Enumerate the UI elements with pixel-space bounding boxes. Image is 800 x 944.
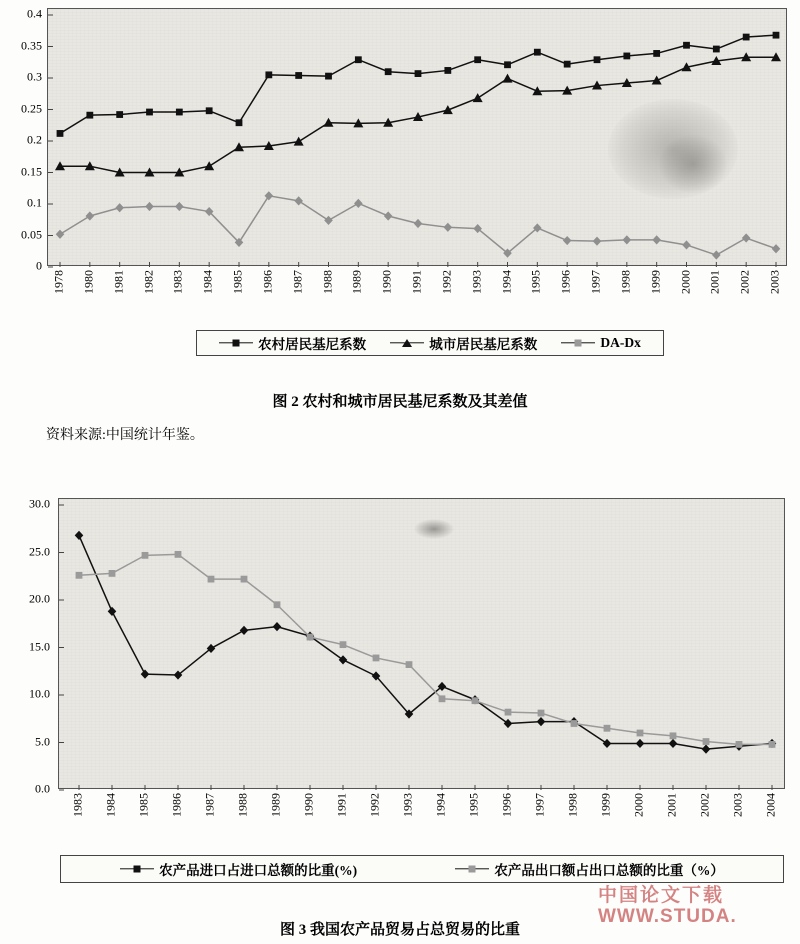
x-axis-tick-label: 1985 [230, 270, 245, 294]
x-axis-tick-label: 1995 [528, 270, 543, 294]
y-axis-tick-label: 0.1 [27, 195, 42, 210]
legend-marker [219, 338, 253, 348]
legend-marker [120, 864, 154, 874]
x-axis-tick-label: 1990 [379, 270, 394, 294]
x-axis-tick-label: 1997 [532, 793, 547, 817]
y-axis-tick-label: 0.25 [21, 101, 42, 115]
x-axis-tick-label: 2001 [664, 793, 679, 817]
y-axis-tick-label: 20.0 [29, 591, 50, 606]
x-axis-tick-label: 1998 [565, 793, 580, 817]
chart-plot-area-2 [58, 498, 785, 789]
chart-plot-area-1 [47, 8, 787, 266]
y-axis-tick-label: 10.0 [29, 686, 50, 701]
x-axis-tick-label: 1986 [169, 793, 184, 817]
figure-2-caption: 图 2 农村和城市居民基尼系数及其差值 [272, 394, 528, 410]
y-axis-tick-label: 0.4 [27, 6, 42, 21]
x-axis-tick-label: 1993 [469, 270, 484, 294]
legend-label: 农村居民基尼系数 [258, 337, 367, 352]
x-axis-tick-label: 1991 [334, 793, 349, 817]
x-axis-tick-label: 1992 [367, 793, 382, 817]
y-axis-tick-label: 0.35 [21, 38, 42, 52]
x-axis-tick-label: 1990 [301, 793, 316, 817]
y-axis-tick-label: 0.05 [21, 227, 42, 241]
x-axis-tick-label: 1981 [111, 270, 126, 294]
x-axis-tick-label: 1983 [170, 270, 185, 294]
legend-item [455, 859, 724, 879]
x-axis-tick-label: 2000 [631, 793, 646, 817]
x-axis-tick-label: 1978 [51, 270, 66, 294]
chart-series-1 [48, 9, 788, 267]
x-axis-tick-label: 1989 [349, 270, 364, 294]
legend-item [561, 335, 641, 351]
x-axis-tick-label: 2000 [678, 270, 692, 294]
x-axis-tick-label: 1999 [598, 793, 613, 817]
y-axis-tick-label: 25.0 [29, 544, 50, 558]
y-axis-tick-label: 0.15 [21, 164, 42, 178]
x-axis-tick-label: 1988 [235, 793, 250, 817]
x-axis-tick-label: 1991 [409, 270, 424, 294]
y-axis-tick-label: 0 [36, 258, 42, 273]
chart-x-axis-1 [0, 270, 800, 326]
legend-label: 农产品出口额占出口总额的比重（%） [494, 863, 724, 878]
legend-item [390, 333, 537, 353]
x-axis-tick-label: 1986 [260, 270, 275, 294]
x-axis-tick-label: 1984 [200, 270, 215, 294]
x-axis-tick-label: 1996 [558, 270, 573, 294]
y-axis-tick-label: 0.2 [27, 132, 42, 147]
x-axis-tick-label: 1987 [202, 793, 217, 817]
y-axis-tick-label: 15.0 [29, 639, 50, 653]
watermark-chinese: 中国论文下载 [598, 885, 725, 906]
x-axis-tick-label: 1999 [648, 270, 663, 294]
x-axis-tick-label: 2003 [767, 270, 782, 294]
x-axis-tick-label: 1992 [439, 270, 454, 294]
y-axis-tick-label: 0.3 [27, 69, 42, 84]
x-axis-tick-label: 1988 [320, 270, 334, 294]
legend-marker [390, 338, 424, 348]
x-axis-tick-label: 1980 [81, 270, 96, 294]
x-axis-tick-label: 1994 [433, 793, 448, 817]
watermark-url: WWW.STUDA. [598, 906, 737, 927]
x-axis-tick-label: 2002 [737, 270, 752, 294]
y-axis-tick-label: 5.0 [35, 734, 50, 748]
x-axis-tick-label: 1984 [103, 793, 118, 817]
x-axis-tick-label: 1987 [290, 270, 305, 294]
chart-x-axis-2 [0, 793, 800, 853]
legend-item [219, 333, 366, 353]
x-axis-tick-label: 1996 [499, 793, 514, 817]
x-axis-tick-label: 1997 [588, 270, 603, 294]
legend-label: 农产品进口占进口总额的比重(%) [159, 863, 358, 878]
y-axis-tick-label: 0.0 [35, 781, 50, 796]
figure-3-caption: 图 3 我国农产品贸易占总贸易的比重 [279, 922, 520, 938]
x-axis-tick-label: 1983 [70, 793, 85, 817]
legend-marker [455, 864, 489, 874]
x-axis-tick-label: 1994 [499, 270, 513, 294]
x-axis-tick-label: 1985 [136, 793, 151, 817]
chart-y-axis-2 [0, 496, 54, 796]
chart-y-axis-1 [0, 6, 46, 273]
x-axis-tick-label: 2004 [763, 793, 778, 817]
figure-2-source: 资料来源:中国统计年鉴。 [46, 428, 204, 443]
x-axis-tick-label: 1993 [400, 793, 415, 817]
legend-marker [561, 338, 595, 348]
x-axis-tick-label: 1995 [466, 793, 481, 817]
figure-2 [0, 0, 800, 443]
x-axis-tick-label: 2003 [730, 793, 745, 817]
legend-item [120, 859, 357, 879]
x-axis-tick-label: 1982 [141, 270, 155, 294]
x-axis-tick-label: 1998 [618, 270, 633, 294]
x-axis-tick-label: 2001 [707, 270, 722, 294]
chart-legend-2 [60, 855, 784, 883]
y-axis-tick-label: 30.0 [29, 496, 50, 511]
legend-label: 城市居民基尼系数 [429, 337, 538, 352]
legend-label: DA-Dx [600, 335, 641, 350]
x-axis-tick-label: 1989 [268, 793, 283, 817]
chart-series-2 [59, 499, 786, 790]
x-axis-tick-label: 2002 [697, 793, 712, 817]
chart-legend-1 [196, 330, 664, 356]
